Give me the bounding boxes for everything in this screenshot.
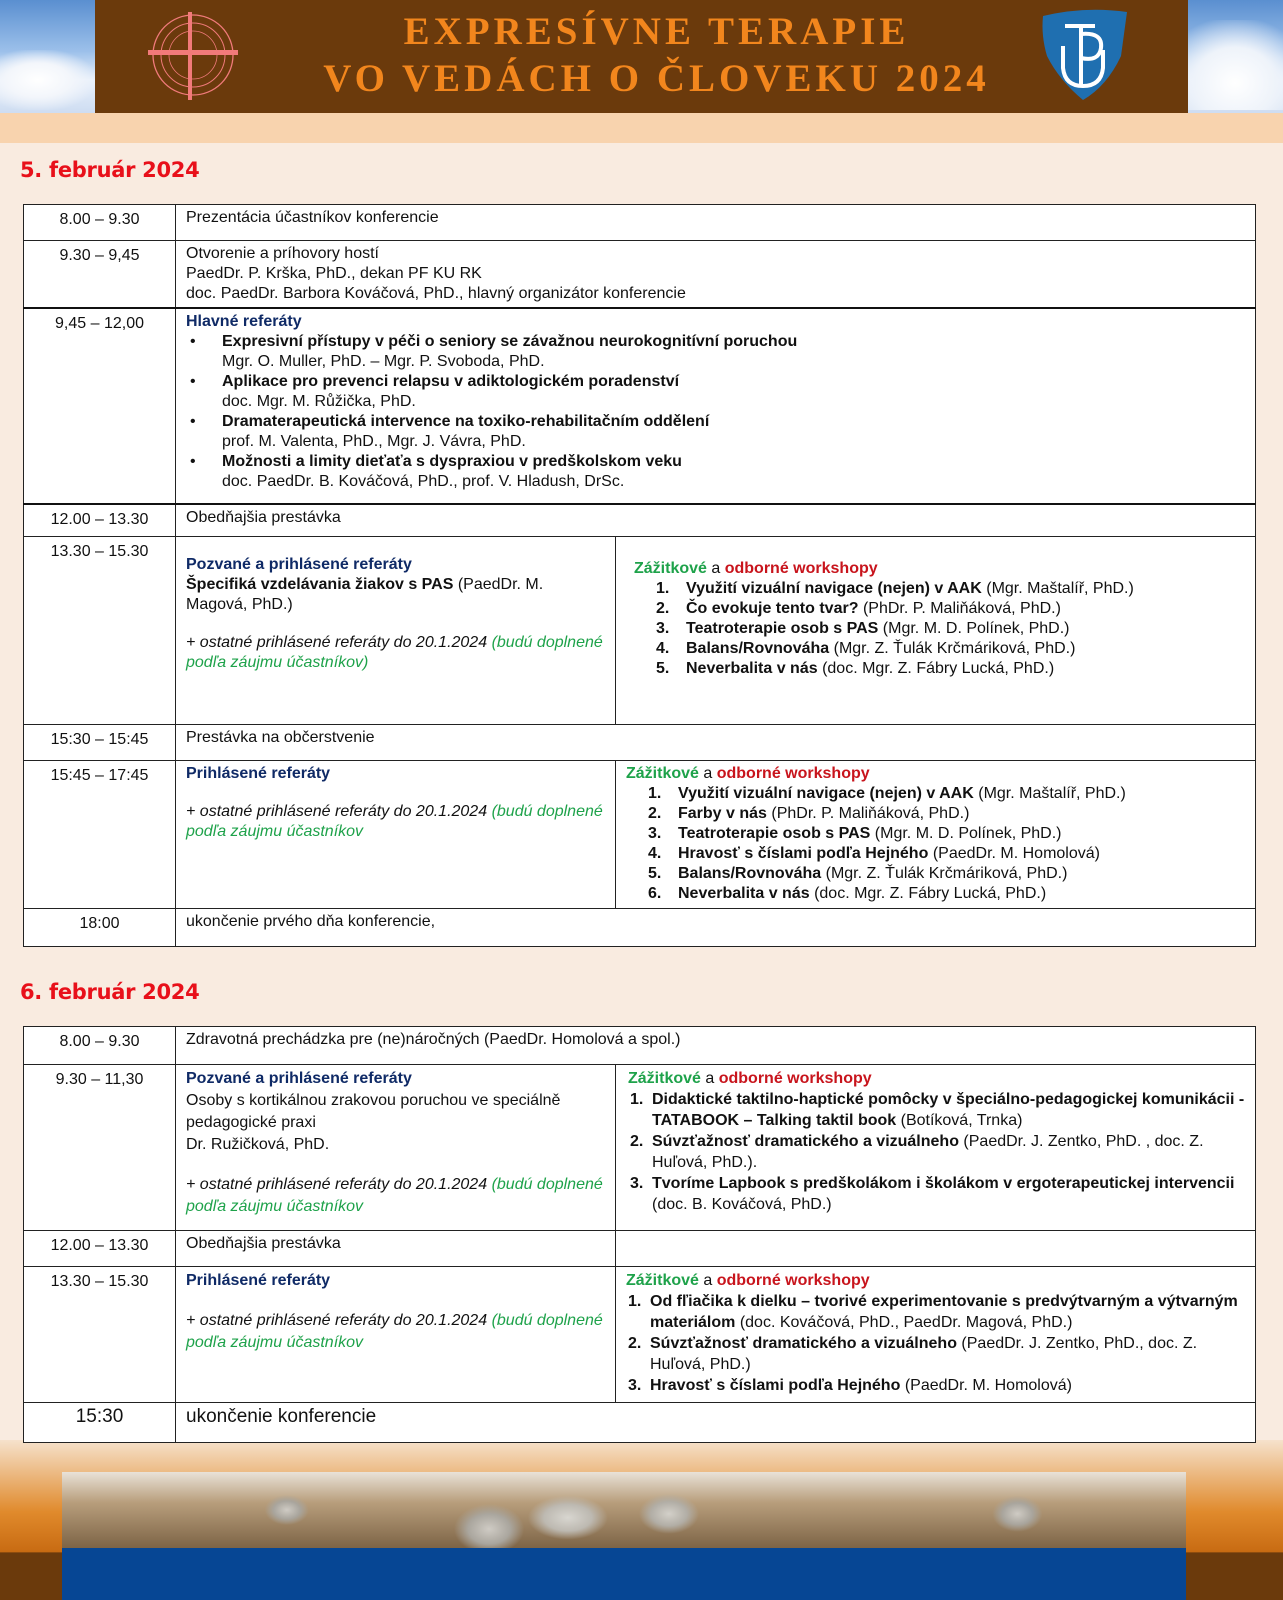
- workshop-author: (doc. Mgr. Z. Fábry Lucká, PhD.): [814, 884, 1047, 902]
- table-row: [24, 241, 1256, 309]
- item-number: 6.: [648, 884, 662, 902]
- workshop-author: (Mgr. Z. Ťulák Krčmáriková, PhD.): [825, 864, 1068, 882]
- heading-green: Zážitkové: [626, 1272, 699, 1289]
- day-2-schedule-table: [23, 1026, 1256, 1443]
- list-item: [186, 452, 1245, 492]
- talk-author: Dr. Ružičková, PhD.: [186, 1136, 330, 1153]
- note-green-text: (budú doplnené podľa záujmu účastníkov: [186, 802, 603, 840]
- heading-mid: a: [711, 559, 721, 577]
- item-number: 1.: [630, 1091, 644, 1108]
- talks-cell: [176, 1065, 616, 1231]
- up-shield-logo-icon: [1037, 6, 1133, 102]
- note-green-text: (budú doplnené podľa záujmu účastníkov): [186, 633, 603, 671]
- note: [186, 802, 605, 842]
- list-item: [626, 784, 1245, 804]
- keynote-list: [186, 332, 1245, 492]
- item-number: 3.: [648, 824, 662, 842]
- workshop-title: Hravosť s číslami podľa Hejného: [678, 844, 929, 862]
- workshop-title: Využití vizuální navigace (nejen) v AAK: [686, 579, 982, 597]
- workshops-heading: [626, 764, 1245, 784]
- workshop-author: (PaedDr. J. Zentko, PhD. , doc. Z. Huľová, PhD.).: [652, 1133, 1204, 1171]
- note-green-text: (budú doplnené podľa záujmu účastníkov: [186, 1176, 603, 1215]
- talks-cell: [176, 760, 616, 908]
- heading-green: Zážitkové: [628, 1070, 701, 1087]
- table-row: [24, 1065, 1256, 1231]
- note: [186, 1174, 605, 1218]
- talk-authors: doc. Mgr. M. Růžička, PhD.: [222, 393, 416, 410]
- workshop-author: (Mgr. Maštalíř, PhD.): [978, 784, 1126, 802]
- item-number: 2.: [656, 599, 670, 617]
- list-item: [628, 1131, 1245, 1173]
- list-item: [626, 884, 1245, 904]
- footer-blue-band: [62, 1548, 1186, 1600]
- activity-cell: [176, 308, 1256, 504]
- note-text: + ostatné prihlásené referáty do 20.1.2024: [186, 633, 488, 651]
- section-heading: Prihlásené referáty: [186, 1272, 331, 1289]
- heading-mid: a: [703, 1272, 713, 1289]
- table-row: [24, 1267, 1256, 1403]
- list-item: [634, 579, 1245, 599]
- list-item: [626, 804, 1245, 824]
- time-cell: 15:45 – 17:45: [24, 760, 176, 908]
- guest-line: doc. PaedDr. Barbora Kováčová, PhD., hlavný organizátor konferencie: [186, 285, 686, 302]
- talk-title: Špecifiká vzdelávania žiakov s PAS: [186, 575, 454, 593]
- workshop-title: Čo evokuje tento tvar?: [686, 599, 859, 617]
- day-2-title: 6. február 2024: [20, 980, 200, 1004]
- time-cell: 15:30: [24, 1403, 176, 1443]
- day-1-schedule: [23, 204, 1255, 947]
- item-number: 2.: [648, 804, 662, 822]
- time-cell: 9.30 – 9,45: [24, 241, 176, 309]
- list-item: [634, 619, 1245, 639]
- table-row: [24, 1027, 1256, 1065]
- activity-cell: ukončenie prvého dňa konferencie,: [176, 908, 1256, 946]
- item-number: 3.: [630, 1175, 644, 1192]
- workshop-title: Súvzťažnosť dramatického a vizuálneho: [652, 1133, 959, 1150]
- workshop-title: Využití vizuální navigace (nejen) v AAK: [678, 784, 974, 802]
- workshop-title: Neverbalita v nás: [678, 884, 810, 902]
- workshop-author: (PaedDr. M. Homolová): [932, 844, 1100, 862]
- table-row: [24, 908, 1256, 946]
- item-number: 1.: [648, 784, 662, 802]
- workshop-title: Hravosť s číslami podľa Hejného: [650, 1377, 901, 1394]
- workshop-author: (doc. Mgr. Z. Fábry Lucká, PhD.): [822, 659, 1055, 677]
- item-number: 4.: [648, 844, 662, 862]
- workshop-author: (PhDr. P. Maliňáková, PhD.): [862, 599, 1061, 617]
- list-item: [186, 412, 1245, 452]
- workshops-heading: [634, 559, 1245, 579]
- workshops-cell: [616, 536, 1256, 724]
- talk-title: Osoby s kortikálnou zrakovou poruchou ve speciálně pedagogické praxi: [186, 1092, 561, 1131]
- cloud-decoration: [0, 50, 95, 110]
- table-row: [24, 760, 1256, 908]
- list-item: [626, 1333, 1245, 1375]
- note: [186, 633, 605, 673]
- workshop-title: Súvzťažnosť dramatického a vizuálneho: [650, 1335, 957, 1352]
- heading-green: Zážitkové: [634, 559, 707, 577]
- item-number: 5.: [648, 864, 662, 882]
- workshops-cell: [616, 1065, 1256, 1231]
- activity-cell: ukončenie konferencie: [176, 1403, 1256, 1443]
- heading-mid: a: [703, 764, 713, 782]
- workshop-list: [626, 784, 1245, 904]
- workshop-author: (PaedDr. M. Homolová): [904, 1377, 1072, 1394]
- workshop-author: (doc. Kováčová, PhD., PaedDr. Magová, PhD.): [739, 1314, 1073, 1331]
- time-cell: 9,45 – 12,00: [24, 308, 176, 504]
- workshop-title: Od fľiačika k dielku – tvorivé experimentovanie s predvýtvarným a výtvarným materiálom: [650, 1293, 1238, 1331]
- talk-title: • Možnosti a limity dieťaťa s dyspraxiou v predškolskom veku: [222, 453, 682, 470]
- talks-cell: [176, 536, 616, 724]
- opening-title: Otvorenie a príhovory hostí: [186, 245, 379, 262]
- workshops-cell: [616, 760, 1256, 908]
- list-item: [634, 659, 1245, 679]
- list-item: [626, 864, 1245, 884]
- item-number: 3.: [628, 1377, 642, 1394]
- page-title-line-2: VO VEDÁCH O ČLOVEKU 2024: [323, 57, 990, 100]
- day-1-schedule-table: [23, 204, 1256, 947]
- workshops-cell: [616, 1267, 1256, 1403]
- heading-red: odborné workshopy: [718, 1070, 872, 1087]
- empty-cell: [616, 1231, 1256, 1267]
- activity-cell: [176, 241, 1256, 309]
- workshop-list: [634, 579, 1245, 679]
- workshops-heading: [626, 1270, 1245, 1291]
- item-number: 4.: [656, 639, 670, 657]
- talk-authors: prof. M. Valenta, PhD., Mgr. J. Vávra, PhD.: [222, 433, 526, 450]
- table-row: [24, 308, 1256, 504]
- workshop-title: Teatroterapie osob s PAS: [678, 824, 871, 842]
- list-item: [626, 824, 1245, 844]
- item-number: 3.: [656, 619, 670, 637]
- talks-cell: [176, 1267, 616, 1403]
- time-cell: 15:30 – 15:45: [24, 724, 176, 760]
- list-item: [628, 1173, 1245, 1215]
- list-item: [634, 639, 1245, 659]
- workshop-author: (Mgr. Maštalíř, PhD.): [986, 579, 1134, 597]
- section-heading: Pozvané a prihlásené referáty: [186, 555, 412, 573]
- item-number: 1.: [628, 1293, 642, 1310]
- time-cell: 8.00 – 9.30: [24, 1027, 176, 1065]
- list-item: [628, 1089, 1245, 1131]
- workshop-author: (Botíková, Trnka): [900, 1112, 1023, 1129]
- workshop-title: Farby v nás: [678, 804, 767, 822]
- workshop-title: Balans/Rovnováha: [686, 639, 830, 657]
- workshop-title: Teatroterapie osob s PAS: [686, 619, 879, 637]
- heading-green: Zážitkové: [626, 764, 699, 782]
- page-title-line-1: EXPRESÍVNE TERAPIE: [403, 10, 910, 53]
- workshop-author: (PhDr. P. Maliňáková, PhD.): [771, 804, 970, 822]
- workshops-heading: [628, 1068, 1245, 1089]
- workshop-author: (Mgr. M. D. Polínek, PhD.): [882, 619, 1070, 637]
- activity-cell: Obedňajšia prestávka: [176, 504, 1256, 536]
- talk: [186, 575, 605, 615]
- heading-red: odborné workshopy: [716, 764, 870, 782]
- guest-line: PaedDr. P. Krška, PhD., dekan PF KU RK: [186, 265, 482, 282]
- workshop-list: [628, 1089, 1245, 1215]
- workshop-title: Neverbalita v nás: [686, 659, 818, 677]
- time-cell: 13.30 – 15.30: [24, 1267, 176, 1403]
- note-text: + ostatné prihlásené referáty do 20.1.2024: [186, 1312, 488, 1329]
- header-divider-band: [0, 113, 1283, 143]
- workshop-author: (Mgr. M. D. Polínek, PhD.): [874, 824, 1062, 842]
- talk-author: (PaedDr. M. Magová, PhD.): [186, 575, 544, 613]
- talk-authors: doc. PaedDr. B. Kováčová, PhD., prof. V. Hladush, DrSc.: [222, 473, 625, 490]
- time-cell: 8.00 – 9.30: [24, 205, 176, 241]
- activity-cell: Obedňajšia prestávka: [176, 1231, 616, 1267]
- talk-title: • Dramaterapeutická intervence na toxiko-rehabilitačním oddělení: [222, 413, 710, 430]
- note-text: + ostatné prihlásené referáty do 20.1.2024: [186, 1176, 488, 1193]
- day-1-title: 5. február 2024: [20, 158, 200, 182]
- table-row: [24, 724, 1256, 760]
- workshop-list: [626, 1291, 1245, 1396]
- talk-authors: Mgr. O. Muller, PhD. – Mgr. P. Svoboda, PhD.: [222, 353, 545, 370]
- list-item: [626, 844, 1245, 864]
- heading-red: odborné workshopy: [724, 559, 878, 577]
- time-cell: 13.30 – 15.30: [24, 536, 176, 724]
- talk-title: • Expresivní přístupy v péči o seniory se závažnou neurokognitívní poruchou: [222, 333, 798, 350]
- workshop-author: (PaedDr. J. Zentko, PhD., doc. Z. Huľová, PhD.): [650, 1335, 1198, 1373]
- activity-cell: Zdravotná prechádzka pre (ne)náročných (PaedDr. Homolová a spol.): [176, 1027, 1256, 1065]
- workshop-author: (doc. B. Kováčová, PhD.): [652, 1196, 832, 1213]
- list-item: [626, 1375, 1245, 1396]
- table-row: [24, 504, 1256, 536]
- item-number: 2.: [630, 1133, 644, 1150]
- workshop-title: Tvoríme Lapbook s predškolákom i školákom v ergoterapeutickej intervencii: [652, 1175, 1235, 1192]
- rocky-landscape-image-icon: [62, 1472, 1186, 1548]
- list-item: [186, 332, 1245, 372]
- talk-title: • Aplikace pro prevenci relapsu v adiktologickém poradenství: [222, 373, 680, 390]
- item-number: 2.: [628, 1335, 642, 1352]
- heading-mid: a: [705, 1070, 715, 1087]
- workshop-author: (Mgr. Z. Ťulák Krčmáriková, PhD.): [833, 639, 1076, 657]
- day-2-schedule: [23, 1026, 1255, 1443]
- time-cell: 9.30 – 11,30: [24, 1065, 176, 1231]
- section-heading: Prihlásené referáty: [186, 764, 331, 782]
- note: [186, 1310, 605, 1354]
- table-row: [24, 1403, 1256, 1443]
- note-green-text: (budú doplnené podľa záujmu účastníkov: [186, 1312, 603, 1351]
- list-item: [626, 1291, 1245, 1333]
- heading-red: odborné workshopy: [716, 1272, 870, 1289]
- activity-cell: Prestávka na občerstvenie: [176, 724, 1256, 760]
- time-cell: 12.00 – 13.30: [24, 1231, 176, 1267]
- item-number: 5.: [656, 659, 670, 677]
- note-text: + ostatné prihlásené referáty do 20.1.2024: [186, 802, 488, 820]
- table-row: [24, 205, 1256, 241]
- activity-cell: Prezentácia účastníkov konferencie: [176, 205, 1256, 241]
- item-number: 1.: [656, 579, 670, 597]
- table-row: [24, 1231, 1256, 1267]
- section-heading: Hlavné referáty: [186, 313, 302, 330]
- section-heading: Pozvané a prihlásené referáty: [186, 1070, 412, 1087]
- list-item: [634, 599, 1245, 619]
- time-cell: 12.00 – 13.30: [24, 504, 176, 536]
- workshop-title: Balans/Rovnováha: [678, 864, 822, 882]
- list-item: [186, 372, 1245, 412]
- time-cell: 18:00: [24, 908, 176, 946]
- table-row: [24, 536, 1256, 724]
- workshop-title: Didaktické taktilno-haptické pomôcky v špeciálno-pedagogickej komunikácii - TATABOOK – Talking taktil book: [652, 1091, 1245, 1129]
